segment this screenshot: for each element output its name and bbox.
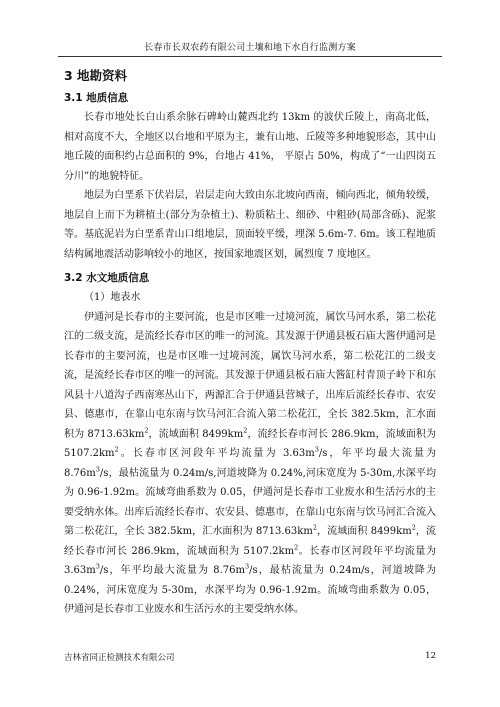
exponent: 2 <box>114 445 119 454</box>
exponent: 2 <box>312 523 317 532</box>
text-segment: /s，年平均最大流量为 8.76m <box>99 565 246 576</box>
exponent: 3 <box>314 445 319 454</box>
exponent: 2 <box>144 426 149 435</box>
document-body <box>64 66 436 620</box>
paragraph-strata: 地层为白垩系下伏岩层，岩层走向大致由东北坡向西南，倾向西北，倾角较缓，地层自上而下为耕植土(部分为杂植土)、粉质粘土、细砂、中粗砂(局部含砾)、泥浆等。基底泥岩为白垩系青山口组地层，顶面较平缓，埋深 5.6m-7. 6m。该工程地质结构属地震活动影响较小的地区，按国家地震区划，属烈度 7 度地区。 <box>64 190 436 260</box>
text-segment: /s，最枯流量为 0.24m/s,河道坡降为 0.24%,河床宽度为 5-30m,水深平均为 0.96-1.92m。流域弯曲系数为 0.05，伊通河是长春市工业废水和生活污水的主要受纳水体。出库后流经长春市、农安县、德惠市，在靠山屯东南与饮马河汇合流入第二松花江，全长 382.5km，汇水面积为 8713.63km <box>64 467 436 537</box>
text-segment: 伊通河是长春市的主要河流，也是市区唯一过境河流，属饮马河水系，第二松花江的二级支流，是流经长春市区的唯一的河流。其发源于伊通县板石庙大酱伊通河是长春市的主要河流，也是市区唯一过境河流，属饮马河水系，第二松花江的二级支流，是流经长春市区的唯一的河流。其发源于伊通县板石庙大酱缸村青顶子岭下和东风县十八道沟子西南寒丛山下，两源汇合于伊通县营城子，出库后流经长春市、农安县、德惠市，在靠山屯东南与饮马河汇合流入第二松花江，全长 382.5km，汇水面积为 8713.63km <box>64 311 436 440</box>
text-segment: 。长春市区河段年平均流量为 3.63m <box>64 545 437 576</box>
text-segment: /s，最枯流量为 0.24m/s，河道坡降为 0.24%，河床宽度为 5-30m，水深平均为 0.96-1.92m。流域弯曲系数为 0.05，伊通河是长春市工业废水和生活污水的主要受纳水体。 <box>64 565 436 615</box>
item-surface-water: （1）地表水 <box>84 292 141 303</box>
paragraph-yitong-river <box>64 308 436 620</box>
text-segment: ，流域面积 8499km <box>148 428 244 440</box>
text-segment: ，流经长春市河长 286.9km，流域面积为 5107.2km <box>64 428 437 459</box>
subsection-title-hydrogeology: 3.2 水文地质信息 <box>64 272 150 284</box>
page-footer <box>64 651 436 663</box>
exponent: 2 <box>411 523 416 532</box>
text-segment: ，流域面积 8499km <box>316 526 412 537</box>
exponent: 3 <box>95 562 100 571</box>
text-segment: ，流经长春市河长 286.9km，流域面积为 5107.2km <box>64 526 437 557</box>
paragraph-geomorphology: 长春市地处长白山系余脉石碑岭山麓西北约 13km 的波伏丘陵上，南高北低，相对高度不大，全地区以台地和平原为主，兼有山地、丘陵等多种地貌形态，其中山地丘陵的面积约占总面积的 9%，台地占 41%， 平原占 50%，构成了“一山四岗五分川”的地貌特征。 <box>64 112 436 182</box>
text-segment: /s，年平均最大流量为 8.76m <box>64 448 436 479</box>
page-header: 长春市长双农药有限公司土壤和地下水自行监测方案 <box>58 40 442 57</box>
exponent: 3 <box>245 562 250 571</box>
subsection-title-geology: 3.1 地质信息 <box>64 92 129 104</box>
exponent: 2 <box>243 426 248 435</box>
text-segment: 。长春市区河段年平均流量为 3.63m <box>118 448 315 459</box>
page-number: 12 <box>425 651 436 661</box>
section-title: 3 地勘资料 <box>64 68 128 83</box>
exponent: 3 <box>95 465 100 474</box>
footer-company: 吉林省同正检测技术有限公司 <box>64 653 175 663</box>
exponent: 2 <box>294 543 299 552</box>
